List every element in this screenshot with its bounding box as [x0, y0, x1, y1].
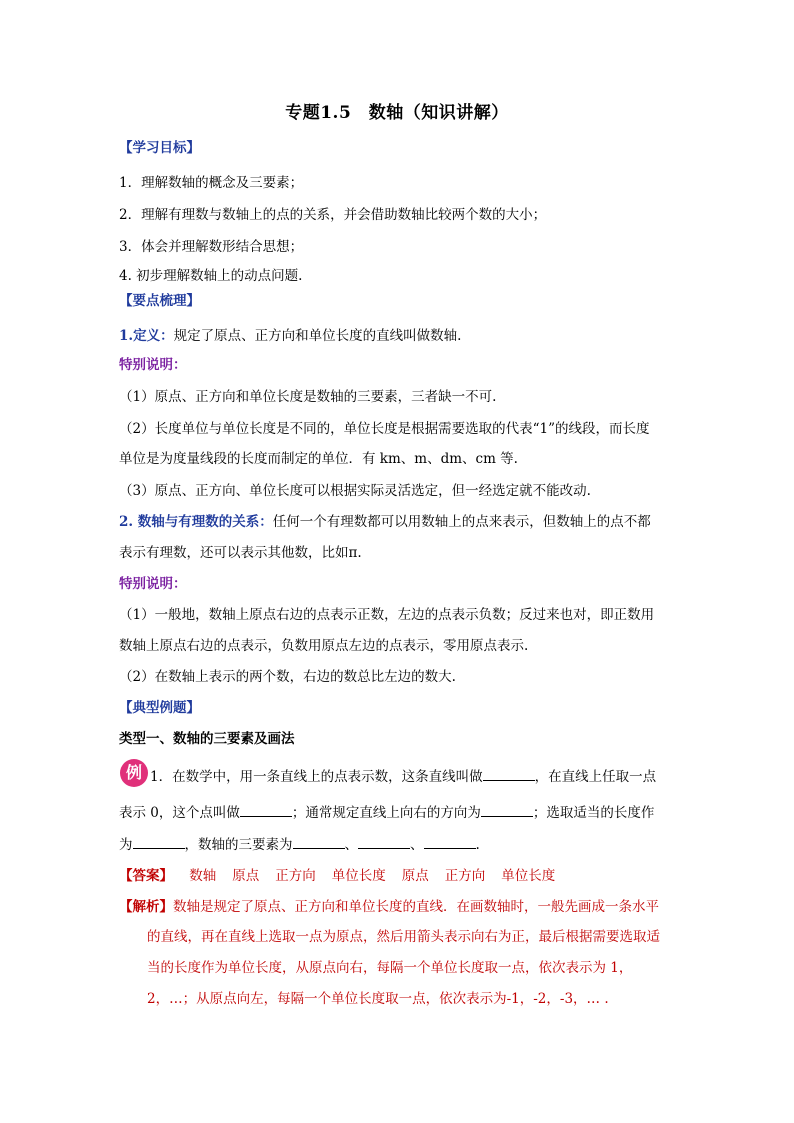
goal-item: 1．理解数轴的概念及三要素；	[119, 175, 304, 191]
answer-line	[119, 864, 571, 884]
relation-text: 任何一个有理数都可以用数轴上的点来表示，但数轴上的点不都	[272, 514, 651, 530]
question-text: ；通常规定直线上向右的方向为	[291, 805, 481, 821]
analysis-label: 【解析】	[119, 899, 173, 915]
note-line: （2）在数轴上表示的两个数，右边的数总比左边的数大.	[119, 669, 456, 685]
analysis-text: 2，…；从原点向左，每隔一个单位长度取一点，依次表示为-1，-2，-3，… .	[147, 991, 609, 1007]
type-heading: 类型一、数轴的三要素及画法	[119, 731, 295, 747]
question-text: .	[475, 837, 480, 853]
definition-text: 规定了原点、正方向和单位长度的直线叫做数轴.	[173, 328, 462, 344]
note-label: 特别说明：	[119, 357, 187, 373]
goals-header: 【学习目标】	[119, 140, 200, 156]
note-line: 单位是为度量线段的长度而制定的单位．有 km、m、dm、cm 等.	[119, 451, 518, 467]
note-label: 特别说明：	[119, 576, 187, 592]
goal-item: 3．体会并理解数形结合思想；	[119, 239, 304, 255]
answer-blank	[483, 767, 535, 781]
answer-blank	[240, 803, 292, 817]
question-line	[150, 765, 656, 785]
answer-item: 原点	[232, 868, 260, 884]
answer-blank	[424, 835, 476, 849]
analysis-text: 数轴是规定了原点、正方向和单位长度的直线．在画数轴时，一般先画成一条水平	[173, 899, 659, 915]
question-line	[119, 833, 480, 853]
answer-blank	[293, 835, 345, 849]
answer-item: 单位长度	[331, 868, 386, 884]
separator: 、	[410, 837, 424, 853]
relation-line	[119, 510, 651, 530]
answer-item: 原点	[401, 868, 429, 884]
example-badge: 例	[120, 759, 148, 787]
note-line: （1）原点、正方向和单位长度是数轴的三要素，三者缺一不可.	[119, 389, 497, 405]
note-line: 数轴上原点右边的点表示，负数用原点左边的点表示，零用原点表示.	[119, 638, 529, 654]
question-text: ，在直线上任取一点	[534, 769, 657, 785]
answer-label: 【答案】	[119, 868, 173, 884]
question-text: 1．在数学中，用一条直线上的点表示数，这条直线叫做	[150, 769, 483, 785]
answer-blank	[133, 835, 185, 849]
answer-item: 单位长度	[501, 868, 556, 884]
analysis-line	[119, 895, 659, 915]
answer-item: 数轴	[189, 868, 217, 884]
question-line	[119, 801, 654, 821]
analysis-text: 的直线，再在直线上选取一点为原点，然后用箭头表示向右为正，最后根据需要选取适	[147, 929, 660, 945]
page-title: 专题1.5 数轴（知识讲解）	[285, 103, 509, 123]
question-text: ，数轴的三要素为	[184, 837, 293, 853]
goal-item: 4. 初步理解数轴上的动点问题.	[119, 268, 303, 284]
question-text: 表示 0，这个点叫做	[119, 805, 240, 821]
question-text: 为	[119, 837, 133, 853]
goal-item: 2．理解有理数与数轴上的点的关系，并会借助数轴比较两个数的大小；	[119, 207, 547, 223]
answer-blank	[481, 803, 533, 817]
analysis-text: 当的长度作为单位长度，从原点向右，每隔一个单位长度取一点，依次表示为 1，	[147, 960, 633, 976]
note-line: （1）一般地，数轴上原点右边的点表示正数，左边的点表示负数；反过来也对，即正数用	[119, 607, 655, 623]
note-line: （3）原点、正方向、单位长度可以根据实际灵活选定，但一经选定就不能改动.	[119, 483, 591, 499]
separator: 、	[344, 837, 358, 853]
definition-label: 1.定义：	[119, 328, 174, 344]
question-text: ；选取适当的长度作	[532, 805, 655, 821]
answer-item: 正方向	[275, 868, 316, 884]
relation-text-cont: 表示有理数，还可以表示其他数，比如π.	[119, 545, 362, 561]
answer-items	[189, 868, 571, 884]
answer-blank	[358, 835, 410, 849]
answer-item: 正方向	[444, 868, 486, 884]
points-header: 【要点梳理】	[119, 293, 200, 309]
relation-label: 2. 数轴与有理数的关系：	[119, 514, 273, 530]
definition-line	[119, 324, 461, 344]
examples-header: 【典型例题】	[119, 700, 200, 716]
note-line: （2）长度单位与单位长度是不同的，单位长度是根据需要选取的代表“1”的线段，而长度	[119, 421, 650, 437]
